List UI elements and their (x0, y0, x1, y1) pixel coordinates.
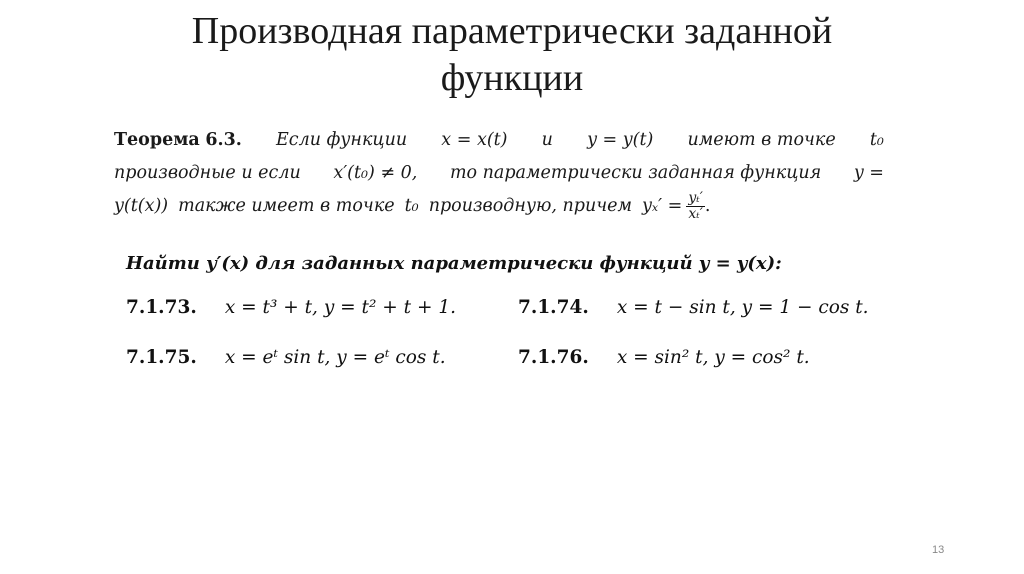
page-number: 13 (932, 544, 945, 556)
slide-title-line1: Производная параметрически заданной (191, 10, 833, 52)
theorem-formula: x′(t₀) ≠ 0, (333, 163, 418, 183)
problem-expression: x = sin² t, y = cos² t. (616, 347, 810, 368)
theorem-text: производную, причем (428, 196, 633, 216)
problem-expression: x = t³ + t, y = t² + t + 1. (224, 297, 456, 318)
theorem-formula: y = y(t) (587, 130, 654, 150)
theorem-block (114, 124, 884, 223)
problem-expression: x = eᵗ sin t, y = eᵗ cos t. (224, 347, 446, 368)
theorem-formula: t₀ (869, 130, 884, 150)
problem-item (126, 297, 456, 318)
theorem-formula: y(t(x)) (114, 196, 169, 216)
fraction-denominator: xₜ′ (688, 206, 703, 222)
theorem-text: Если функции (276, 130, 408, 150)
problem-item (126, 347, 446, 368)
problem-number: 7.1.74. (518, 297, 589, 318)
derivative-fraction (686, 191, 705, 222)
theorem-line-2 (114, 157, 884, 190)
theorem-period: . (704, 196, 711, 216)
problem-number: 7.1.76. (518, 347, 589, 368)
slide-title (0, 8, 1024, 102)
problem-item (518, 347, 810, 368)
task-heading: Найти y′(x) для заданных параметрически функций y = y(x): (126, 253, 782, 274)
theorem-line-1 (114, 124, 884, 157)
theorem-text: то параметрически заданная функция (449, 163, 822, 183)
problem-number: 7.1.73. (126, 297, 197, 318)
problem-item (518, 297, 869, 318)
theorem-text: и (541, 130, 553, 150)
problem-expression: x = t − sin t, y = 1 − cos t. (616, 297, 869, 318)
theorem-label: Теорема (114, 130, 200, 150)
slide-title-line2: функции (440, 57, 584, 99)
fraction-numerator: yₜ′ (688, 190, 703, 206)
theorem-formula: x = x(t) (441, 130, 508, 150)
theorem-formula: t₀ (404, 196, 419, 216)
theorem-line-3 (114, 190, 884, 223)
theorem-text: имеют в точке (687, 130, 836, 150)
theorem-number: 6.3. (205, 130, 242, 150)
theorem-formula: yₓ′ = (642, 196, 683, 216)
theorem-text: также имеет в точке (178, 196, 395, 216)
theorem-text: производные и если (114, 163, 301, 183)
theorem-formula: y = (853, 163, 884, 183)
problem-number: 7.1.75. (126, 347, 197, 368)
